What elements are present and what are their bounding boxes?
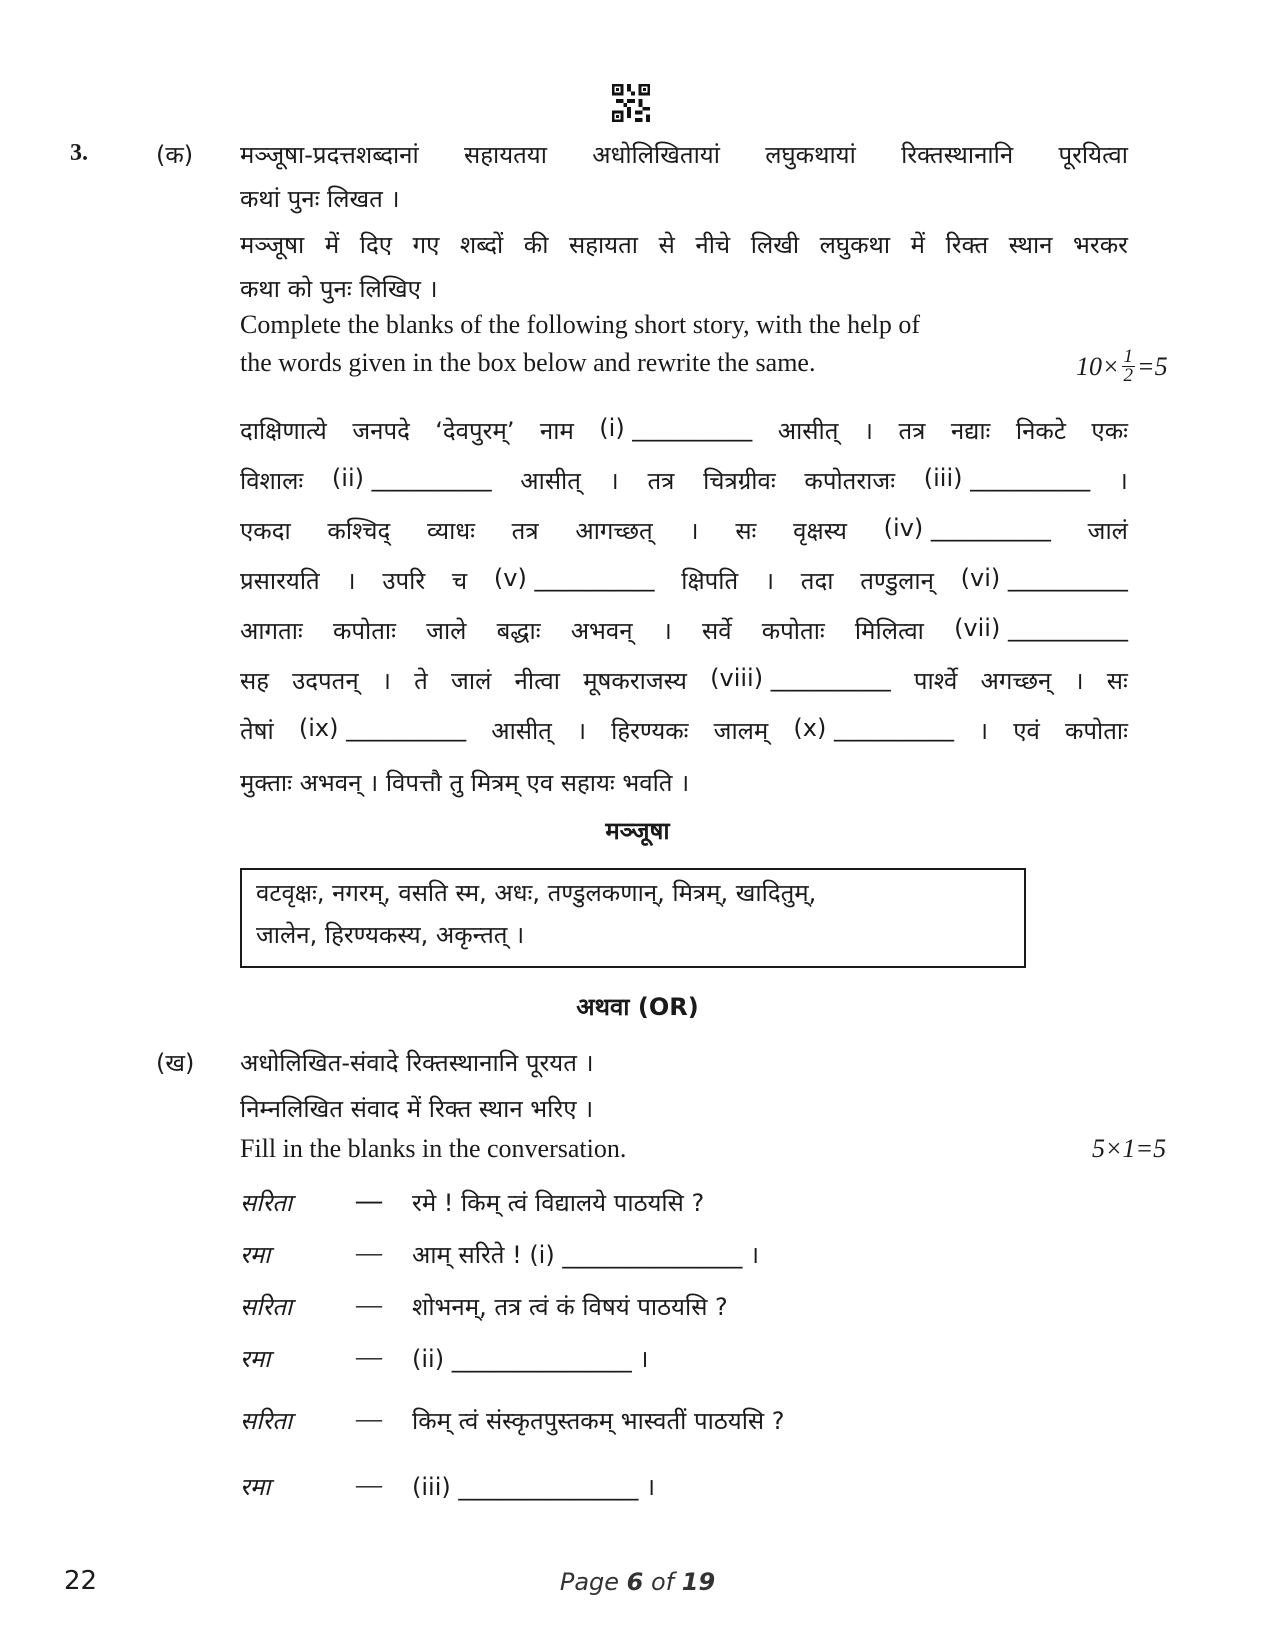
story-word: (ix) __________ — [298, 714, 467, 742]
dialogue-speaker: रमा — [240, 1345, 271, 1373]
dialogue-text: (ii) _______________ । — [412, 1345, 649, 1373]
story-word: । — [381, 667, 391, 695]
part-b-label: (ख) — [156, 1049, 195, 1077]
story-word: कपोताः — [1064, 717, 1128, 745]
story-word: सः — [1106, 667, 1128, 695]
word-box-line-1: वटवृक्षः, नगरम्, वसति स्म, अधः, तण्डुलकणान्, मित्रम्, खादितुम्, — [256, 879, 817, 907]
story-line — [240, 414, 1128, 447]
story-word: (v) __________ — [493, 564, 655, 592]
dialogue-text: किम् त्वं संस्कृतपुस्तकम् भास्वतीं पाठयसि ? — [412, 1407, 785, 1435]
marks-numerator: 1 — [1123, 346, 1134, 367]
story-word: (x) __________ — [793, 714, 954, 742]
instruction-english-line-2: the words given in the box below and rewrite the same. — [240, 348, 816, 377]
story-word: पार्श्वे — [913, 667, 958, 695]
dialogue-speaker: रमा — [240, 1241, 271, 1269]
story-word: प्रसारयति — [240, 567, 320, 595]
story-word: आगताः — [240, 617, 303, 645]
story-word: बद्धाः — [496, 617, 541, 645]
question-number: 3. — [70, 140, 88, 166]
instruction-sanskrit-line-2: कथां पुनः लिखत । — [240, 185, 400, 213]
instruction-hindi-line-1: मञ्जूषा में दिए गए शब्दों की सहायता से नीचे लिखी लघुकथा में रिक्त स्थान भरकर — [240, 231, 1128, 259]
story-word: (vi) __________ — [960, 564, 1128, 592]
story-word: ते — [414, 667, 428, 695]
dialogue-text: रमे ! किम् त्वं विद्यालये पाठयसि ? — [412, 1189, 705, 1217]
qr-code — [612, 84, 650, 122]
story-word: कपोताः — [332, 617, 396, 645]
marks-prefix: 10× — [1076, 351, 1120, 381]
story-word: जालं — [1087, 517, 1128, 545]
story-word: दाक्षिणात्ये — [240, 417, 327, 445]
dialogue-speaker: सरिता — [240, 1407, 293, 1435]
dialogue-speaker: रमा — [240, 1473, 271, 1501]
story-line — [240, 464, 1128, 497]
story-word: नद्याः — [950, 417, 991, 445]
story-word: (ii) __________ — [331, 464, 492, 492]
page-total: 19 — [681, 1568, 716, 1596]
story-word: एकदा — [240, 517, 291, 545]
story-word: एकः — [1091, 417, 1128, 445]
story-word: अभवन् — [570, 617, 633, 645]
story-word: नाम — [539, 417, 574, 445]
story-word: नीत्वा — [514, 667, 560, 695]
story-word: च — [451, 567, 468, 595]
story-word: चित्रग्रीवः — [703, 467, 776, 495]
story-word: (vii) __________ — [954, 614, 1128, 642]
story-last-line: मुक्ताः अभवन् । विपत्तौ तु मित्रम् एव सहायः भवति । — [240, 769, 690, 797]
part-a-marks — [1076, 348, 1168, 385]
story-line — [240, 664, 1128, 697]
story-word: । — [576, 717, 587, 745]
dialogue-text: (iii) _______________ । — [412, 1473, 656, 1501]
story-word: उपरि — [382, 567, 426, 595]
dialogue-text: आम् सरिते ! (i) _______________ । — [412, 1241, 760, 1269]
story-word: । — [1074, 667, 1084, 695]
story-word: तत्र — [898, 417, 926, 445]
part-a-label: (क) — [156, 141, 194, 169]
story-word: आसीत् — [777, 417, 839, 445]
instruction-hindi-line-2: कथा को पुनः लिखिए । — [240, 275, 438, 303]
story-word: जनपदे — [352, 417, 410, 445]
story-word: । — [662, 617, 672, 645]
story-word: ‘देवपुरम्’ — [435, 417, 515, 445]
dialogue-dash: — — [356, 1404, 382, 1433]
word-box-line-2: जालेन, हिरण्यकस्य, अकृन्तत् । — [256, 921, 525, 949]
dialogue-dash: — — [356, 1238, 382, 1267]
story-word: आसीत् — [491, 717, 552, 745]
or-label: अथवा (OR) — [576, 993, 699, 1021]
story-word: क्षिपति — [681, 567, 739, 595]
dialogue-dash: — — [356, 1470, 382, 1499]
story-word: कपोतराजः — [804, 467, 896, 495]
story-word: जालं — [451, 667, 492, 695]
page-indicator — [0, 1568, 1275, 1596]
story-word: जाले — [426, 617, 467, 645]
story-word: कश्चिद् — [327, 517, 391, 545]
part-b-marks: 5×1=5 — [1092, 1134, 1167, 1163]
story-line — [240, 564, 1128, 597]
story-word: । — [346, 567, 356, 595]
marks-denominator: 2 — [1123, 365, 1134, 386]
story-word: कपोताः — [761, 617, 825, 645]
story-word: (iii) __________ — [923, 464, 1091, 492]
story-word: तदा — [800, 567, 834, 595]
story-word: वृक्षस्य — [793, 517, 847, 545]
story-line — [240, 614, 1128, 647]
dialogue-speaker: सरिता — [240, 1189, 293, 1217]
story-word: । — [979, 717, 989, 745]
story-word: विशालः — [240, 467, 304, 495]
story-word: । — [689, 517, 699, 545]
dialogue-speaker: सरिता — [240, 1293, 293, 1321]
instruction-english-line-1: Complete the blanks of the following short story, with the help of — [240, 310, 920, 339]
story-word: तत्र — [511, 517, 539, 545]
dialogue-dash: — — [356, 1186, 382, 1215]
story-word: (viii) __________ — [710, 664, 891, 692]
marks-fraction — [1122, 348, 1136, 385]
story-word: मिलित्वा — [854, 617, 924, 645]
story-word: सः — [735, 517, 757, 545]
page-of: of — [643, 1568, 682, 1596]
story-word: व्याधः — [426, 517, 475, 545]
story-word: तत्र — [647, 467, 675, 495]
story-word: आसीत् — [520, 467, 581, 495]
story-word: तेषां — [240, 717, 274, 745]
story-word: । — [609, 467, 619, 495]
dialogue-text: शोभनम्, तत्र त्वं कं विषयं पाठयसि ? — [412, 1293, 728, 1321]
story-line — [240, 714, 1128, 747]
story-word: जालम् — [713, 717, 769, 745]
marks-suffix: =5 — [1137, 351, 1168, 381]
story-word: आगच्छत् — [575, 517, 653, 545]
story-word: उदपतन् — [292, 667, 359, 695]
page-current: 6 — [626, 1568, 644, 1596]
instruction-sanskrit-line-1: मञ्जूषा-प्रदत्तशब्दानां सहायतया अधोलिखितायां लघुकथायां रिक्तस्थानानि पूरयित्वा — [240, 141, 1128, 169]
story-line — [240, 514, 1128, 547]
story-word: । — [764, 567, 775, 595]
story-word: सर्वे — [702, 617, 732, 645]
dialogue-dash: — — [356, 1342, 382, 1371]
story-word: एवं — [1013, 717, 1040, 745]
story-word: मूषकराजस्य — [583, 667, 687, 695]
part-b-instruction-hindi: निम्नलिखित संवाद में रिक्त स्थान भरिए । — [240, 1095, 594, 1123]
paper-code: 22 — [64, 1566, 98, 1596]
word-box-title: मञ्जूषा — [605, 817, 670, 845]
story-word: । — [1118, 467, 1128, 495]
story-word: सह — [240, 667, 269, 695]
story-word: हिरण्यकः — [611, 717, 689, 745]
story-word: तण्डुलान् — [860, 567, 934, 595]
dialogue-dash: — — [356, 1290, 382, 1319]
story-word: निकटे — [1015, 417, 1066, 445]
story-word: (i) __________ — [599, 414, 753, 442]
page-prefix: Page — [559, 1568, 627, 1596]
story-word: (iv) __________ — [883, 514, 1051, 542]
story-word: । — [863, 417, 874, 445]
story-word: अगच्छन् — [980, 667, 1052, 695]
part-b-instruction-english: Fill in the blanks in the conversation. — [240, 1134, 627, 1163]
part-b-instruction-sanskrit: अधोलिखित-संवादे रिक्तस्थानानि पूरयत । — [240, 1049, 594, 1077]
